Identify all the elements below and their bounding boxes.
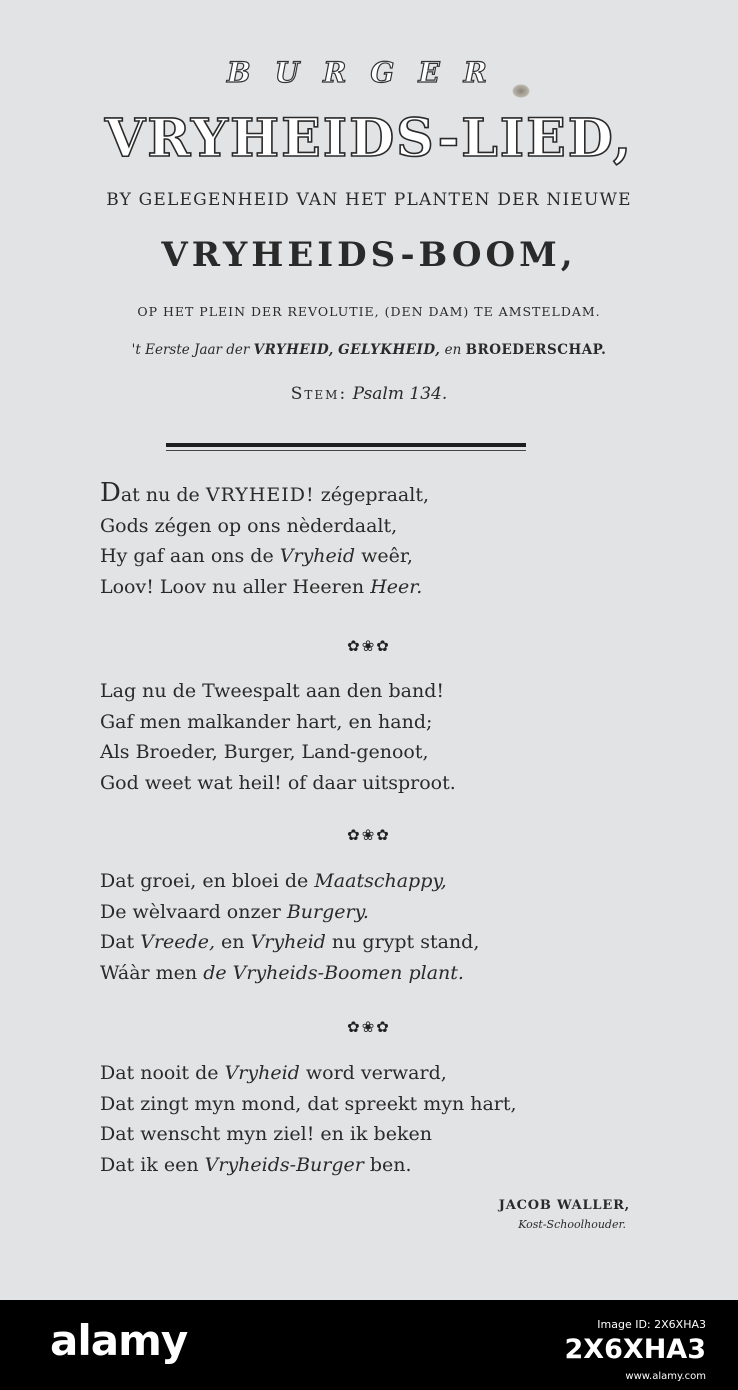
stanza-line: Lag nu de Tweespalt aan den band! <box>100 680 444 702</box>
stanza-2 <box>100 676 660 798</box>
ornament-divider: ✿❀✿ <box>347 1018 391 1036</box>
year-prefix: 't Eerste Jaar der <box>131 342 250 358</box>
stanza-line: God weet wat heil! of daar uitsproot. <box>100 771 456 794</box>
stanza-line: Als Broeder, Burger, Land-genoot, <box>100 741 429 763</box>
header-rule <box>166 443 526 447</box>
title-burger: BURGER <box>227 56 511 89</box>
stanza-line: Loov! Loov nu aller Heeren Heer. <box>100 575 423 598</box>
stanza-line: Hy gaf aan ons de Vryheid weêr, <box>100 545 413 567</box>
ornament-divider: ✿❀✿ <box>347 826 391 844</box>
year-en: en <box>444 342 462 358</box>
stanza-line: Dat nooit de Vryheid word verward, <box>100 1062 447 1084</box>
brand-logo: alamy <box>50 1316 188 1365</box>
tune-line <box>0 384 738 404</box>
stanza-line: Gaf men malkander hart, en hand; <box>100 710 433 733</box>
year-broederschap: BROEDERSCHAP. <box>465 342 607 358</box>
author-name: JACOB WALLER, <box>498 1198 630 1213</box>
subtitle-location: OP HET PLEIN DER REVOLUTIE, (DEN DAM) TE AMSTELDAM. <box>137 304 601 319</box>
image-id: 2X6XHA3 <box>564 1334 706 1365</box>
stock-url: www.alamy.com <box>625 1371 706 1382</box>
stanza-line: Dat ik een Vryheids-Burger ben. <box>100 1153 412 1176</box>
header-rule-thin <box>166 450 526 451</box>
title-vryheids-boom: VRYHEIDS-BOOM, <box>161 235 577 275</box>
stanza-1 <box>100 478 660 602</box>
ornament-divider: ✿❀✿ <box>347 637 391 655</box>
stanza-line: Gods zégen op ons nèderdaalt, <box>100 514 398 537</box>
stanza-line: Wáàr men de Vryheids-Boomen plant. <box>100 961 464 984</box>
stanza-line: De wèlvaard onzer Burgery. <box>100 900 369 923</box>
year-gelykheid: GELYKHEID, <box>338 342 441 358</box>
stanza-3 <box>100 866 660 988</box>
tune-value: Psalm 134. <box>352 384 448 404</box>
tune-label: Stem: <box>290 384 348 404</box>
stanza-line: Dat Vreede, en Vryheid nu grypt stand, <box>100 931 480 953</box>
drop-cap: D <box>100 478 121 508</box>
title-vryheids-lied: VRYHEIDS-LIED, <box>104 108 634 169</box>
year-vryheid: VRYHEID, <box>253 342 334 358</box>
stanza-line: Dat groei, en bloei de Maatschappy, <box>100 870 447 892</box>
image-id-label: Image ID: 2X6XHA3 <box>597 1318 706 1331</box>
subtitle-year <box>0 342 738 358</box>
stanza-line: Dat wenscht myn ziel! en ik beken <box>100 1123 432 1145</box>
stanza-line: Dat nu de VRYHEID! zégepraalt, <box>100 478 430 508</box>
stanza-line: Dat zingt myn mond, dat spreekt myn hart, <box>100 1092 517 1115</box>
subtitle-occasion: BY GELEGENHEID VAN HET PLANTEN DER NIEUWE <box>106 190 632 210</box>
stanza-4 <box>100 1058 660 1180</box>
author-role: Kost-Schoolhouder. <box>518 1218 626 1231</box>
